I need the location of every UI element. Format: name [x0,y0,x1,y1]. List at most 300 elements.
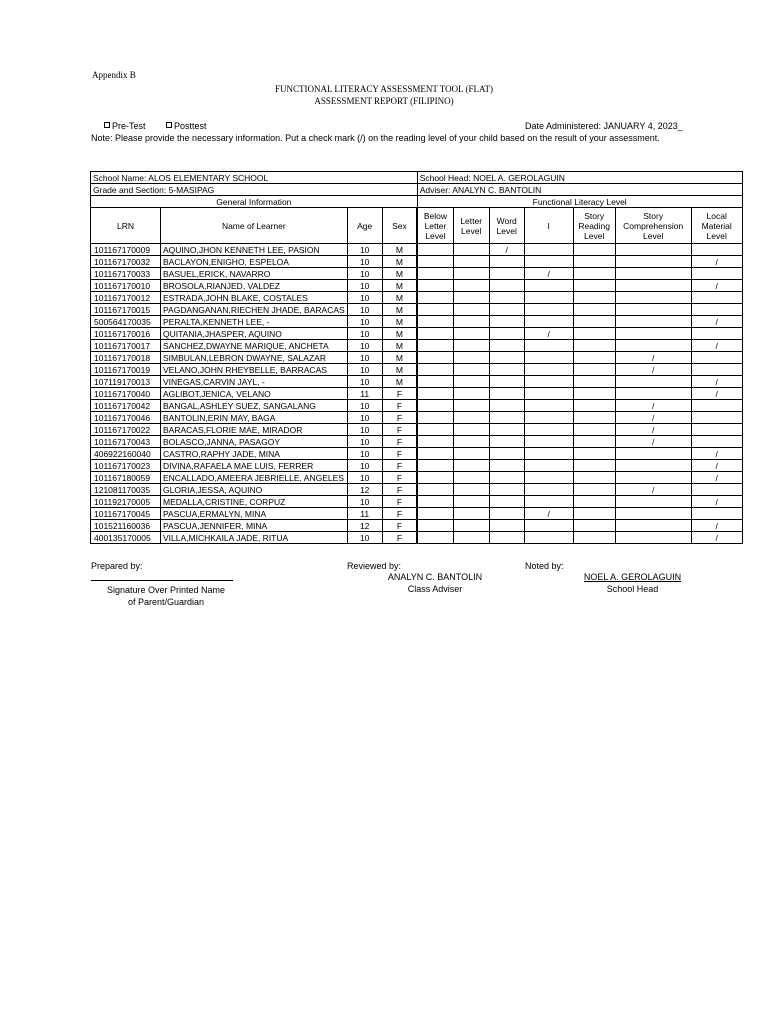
story-comprehension-mark-cell [615,316,691,328]
story-comprehension-mark-cell [615,472,691,484]
i-mark-cell [524,388,573,400]
lrn-cell: 101521160036 [91,520,161,532]
school-info-row [91,172,743,184]
col-letter: Letter Level [453,208,489,244]
local-material-mark-cell: / [691,520,742,532]
age-cell: 10 [347,328,382,340]
letter-mark-cell [453,388,489,400]
report-title: FUNCTIONAL LITERACY ASSESSMENT TOOL (FLAT) [274,84,493,94]
sex-cell: F [382,496,417,508]
checkbox-icon[interactable] [166,122,172,128]
local-material-mark-cell [691,268,742,280]
age-cell: 10 [347,316,382,328]
story-reading-mark-cell [573,280,615,292]
word-mark-cell [489,280,524,292]
posttest-label: Posttest [174,121,207,131]
lrn-cell: 101167170045 [91,508,161,520]
lrn-cell: 406922160040 [91,448,161,460]
word-mark-cell [489,436,524,448]
story-reading-mark-cell [573,472,615,484]
col-name: Name of Learner [161,208,348,244]
learner-name-cell: BARACAS,FLORIE MAE, MIRADOR [161,424,348,436]
letter-mark-cell [453,280,489,292]
lrn-cell: 101167170009 [91,244,161,256]
i-mark-cell [524,424,573,436]
prepared-by-label: Prepared by: [91,561,143,571]
learner-name-cell: BANGAL,ASHLEY SUEZ, SANGALANG [161,400,348,412]
story-comprehension-mark-cell: / [615,400,691,412]
functional-literacy-header: Functional Literacy Level [417,196,742,208]
i-mark-cell: / [524,508,573,520]
lrn-cell: 101167170042 [91,400,161,412]
below-letter-mark-cell [417,292,453,304]
table-row [91,436,743,448]
learner-name-cell: PAGDANGANAN,RIECHEN JHADE, BARACAS [161,304,348,316]
story-reading-mark-cell [573,484,615,496]
below-letter-mark-cell [417,328,453,340]
word-mark-cell: / [489,244,524,256]
table-row [91,520,743,532]
story-comprehension-mark-cell: / [615,436,691,448]
age-cell: 10 [347,244,382,256]
table-row [91,244,743,256]
grade-section: Grade and Section: 5-MASIPAG [91,184,418,196]
sex-cell: F [382,472,417,484]
school-head-name: NOEL A. GEROLAGUIN [583,572,682,582]
lrn-cell: 500564170035 [91,316,161,328]
reviewer-name: ANALYN C. BANTOLIN [387,572,483,582]
below-letter-mark-cell [417,316,453,328]
learner-name-cell: VINEGAS,CARVIN JAYL, - [161,376,348,388]
table-row [91,304,743,316]
learner-name-cell: SANCHEZ,DWAYNE MARIQUE, ANCHETA [161,340,348,352]
letter-mark-cell [453,328,489,340]
word-mark-cell [489,328,524,340]
reviewer-role: Class Adviser [407,584,463,594]
learner-name-cell: ENCALLADO,AMEERA JEBRIELLE, ANGELES [161,472,348,484]
sex-cell: M [382,364,417,376]
age-cell: 10 [347,304,382,316]
story-comprehension-mark-cell [615,280,691,292]
below-letter-mark-cell [417,376,453,388]
lrn-cell: 101167170010 [91,280,161,292]
age-cell: 12 [347,484,382,496]
age-cell: 10 [347,292,382,304]
i-mark-cell [524,256,573,268]
below-letter-mark-cell [417,388,453,400]
letter-mark-cell [453,400,489,412]
age-cell: 10 [347,436,382,448]
lrn-cell: 101192170005 [91,496,161,508]
i-mark-cell [524,364,573,376]
story-reading-mark-cell [573,268,615,280]
story-reading-mark-cell [573,352,615,364]
col-age: Age [347,208,382,244]
word-mark-cell [489,304,524,316]
col-story-reading: Story Reading Level [573,208,615,244]
sex-cell: M [382,244,417,256]
story-reading-mark-cell [573,388,615,400]
local-material-mark-cell [691,508,742,520]
below-letter-mark-cell [417,340,453,352]
pretest-option[interactable] [104,121,146,131]
story-reading-mark-cell [573,424,615,436]
word-mark-cell [489,268,524,280]
col-story-comprehension: Story Comprehension Level [615,208,691,244]
local-material-mark-cell [691,436,742,448]
learner-name-cell: MEDALLA,CRISTINE, CORPUZ [161,496,348,508]
local-material-mark-cell: / [691,388,742,400]
table-row [91,352,743,364]
sex-cell: M [382,256,417,268]
below-letter-mark-cell [417,448,453,460]
story-reading-mark-cell [573,532,615,544]
below-letter-mark-cell [417,472,453,484]
story-reading-mark-cell [573,292,615,304]
lrn-cell: 101167170043 [91,436,161,448]
story-reading-mark-cell [573,340,615,352]
story-reading-mark-cell [573,316,615,328]
story-comprehension-mark-cell [615,460,691,472]
col-sex: Sex [382,208,417,244]
story-reading-mark-cell [573,460,615,472]
learner-name-cell: CASTRO,RAPHY JADE, MINA [161,448,348,460]
lrn-cell: 400135170005 [91,532,161,544]
story-reading-mark-cell [573,328,615,340]
learner-name-cell: GLORIA,JESSA, AQUINO [161,484,348,496]
below-letter-mark-cell [417,400,453,412]
local-material-mark-cell: / [691,460,742,472]
story-comprehension-mark-cell [615,256,691,268]
story-comprehension-mark-cell [615,328,691,340]
story-comprehension-mark-cell: / [615,364,691,376]
lrn-cell: 101167170033 [91,268,161,280]
local-material-mark-cell [691,484,742,496]
below-letter-mark-cell [417,520,453,532]
sex-cell: F [382,388,417,400]
i-mark-cell [524,412,573,424]
story-reading-mark-cell [573,412,615,424]
age-cell: 10 [347,496,382,508]
letter-mark-cell [453,376,489,388]
age-cell: 10 [347,280,382,292]
school-head: School Head: NOEL A. GEROLAGUIN [417,172,742,184]
letter-mark-cell [453,484,489,496]
parent-signature-caption: Signature Over Printed Name [106,585,226,595]
local-material-mark-cell: / [691,496,742,508]
learner-name-cell: BROSOLA,RIANJED, VALDEZ [161,280,348,292]
below-letter-mark-cell [417,364,453,376]
word-mark-cell [489,412,524,424]
local-material-mark-cell: / [691,448,742,460]
local-material-mark-cell: / [691,340,742,352]
age-cell: 10 [347,532,382,544]
word-mark-cell [489,448,524,460]
sex-cell: M [382,340,417,352]
word-mark-cell [489,256,524,268]
i-mark-cell [524,448,573,460]
story-comprehension-mark-cell [615,508,691,520]
age-cell: 12 [347,520,382,532]
below-letter-mark-cell [417,244,453,256]
story-reading-mark-cell [573,520,615,532]
lrn-cell: 101167170012 [91,292,161,304]
sex-cell: M [382,304,417,316]
i-mark-cell [524,520,573,532]
learner-name-cell: BANTOLIN,ERIN MAY, BAGA [161,412,348,424]
age-cell: 10 [347,268,382,280]
letter-mark-cell [453,244,489,256]
lrn-cell: 101167170015 [91,304,161,316]
below-letter-mark-cell [417,532,453,544]
word-mark-cell [489,520,524,532]
table-row [91,256,743,268]
i-mark-cell [524,460,573,472]
table-row [91,496,743,508]
below-letter-mark-cell [417,484,453,496]
local-material-mark-cell [691,400,742,412]
posttest-option[interactable] [166,121,207,131]
local-material-mark-cell [691,424,742,436]
below-letter-mark-cell [417,412,453,424]
table-row [91,472,743,484]
general-information-header: General Information [91,196,418,208]
letter-mark-cell [453,472,489,484]
word-mark-cell [489,400,524,412]
story-reading-mark-cell [573,256,615,268]
adviser: Adviser: ANALYN C. BANTOLIN [417,184,742,196]
age-cell: 10 [347,364,382,376]
i-mark-cell [524,436,573,448]
word-mark-cell [489,388,524,400]
age-cell: 10 [347,400,382,412]
word-mark-cell [489,460,524,472]
table-row [91,292,743,304]
local-material-mark-cell: / [691,532,742,544]
letter-mark-cell [453,292,489,304]
below-letter-mark-cell [417,280,453,292]
sex-cell: F [382,460,417,472]
sex-cell: M [382,352,417,364]
letter-mark-cell [453,412,489,424]
story-reading-mark-cell [573,244,615,256]
sex-cell: F [382,532,417,544]
learner-name-cell: ESTRADA,JOHN BLAKE, COSTALES [161,292,348,304]
local-material-mark-cell: / [691,256,742,268]
age-cell: 11 [347,388,382,400]
story-comprehension-mark-cell [615,448,691,460]
sex-cell: F [382,508,417,520]
below-letter-mark-cell [417,508,453,520]
story-comprehension-mark-cell [615,496,691,508]
i-mark-cell [524,352,573,364]
letter-mark-cell [453,496,489,508]
story-reading-mark-cell [573,436,615,448]
word-mark-cell [489,340,524,352]
learner-name-cell: SIMBULAN,LEBRON DWAYNE, SALAZAR [161,352,348,364]
local-material-mark-cell [691,304,742,316]
local-material-mark-cell [691,328,742,340]
word-mark-cell [489,364,524,376]
word-mark-cell [489,352,524,364]
below-letter-mark-cell [417,436,453,448]
learner-name-cell: VILLA,MICHKAILA JADE, RITUA [161,532,348,544]
table-row [91,412,743,424]
sex-cell: F [382,424,417,436]
story-comprehension-mark-cell: / [615,484,691,496]
local-material-mark-cell: / [691,376,742,388]
story-comprehension-mark-cell [615,520,691,532]
below-letter-mark-cell [417,496,453,508]
i-mark-cell [524,280,573,292]
table-row [91,460,743,472]
age-cell: 10 [347,256,382,268]
lrn-cell: 101167170023 [91,460,161,472]
letter-mark-cell [453,340,489,352]
sex-cell: F [382,484,417,496]
below-letter-mark-cell [417,352,453,364]
story-comprehension-mark-cell [615,532,691,544]
learner-name-cell: BASUEL,ERICK, NAVARRO [161,268,348,280]
lrn-cell: 101167170022 [91,424,161,436]
below-letter-mark-cell [417,268,453,280]
story-reading-mark-cell [573,448,615,460]
school-head-role: School Head [606,584,659,594]
letter-mark-cell [453,532,489,544]
column-header-row [91,208,743,244]
col-local-material: Local Material Level [691,208,742,244]
letter-mark-cell [453,460,489,472]
letter-mark-cell [453,268,489,280]
word-mark-cell [489,316,524,328]
letter-mark-cell [453,364,489,376]
i-mark-cell [524,316,573,328]
age-cell: 10 [347,376,382,388]
local-material-mark-cell: / [691,472,742,484]
story-reading-mark-cell [573,364,615,376]
group-header-row [91,196,743,208]
age-cell: 11 [347,508,382,520]
story-comprehension-mark-cell [615,388,691,400]
story-comprehension-mark-cell [615,292,691,304]
noted-by-label: Noted by: [525,561,564,571]
table-row [91,316,743,328]
letter-mark-cell [453,352,489,364]
i-mark-cell [524,472,573,484]
story-comprehension-mark-cell [615,376,691,388]
sex-cell: M [382,280,417,292]
local-material-mark-cell [691,352,742,364]
learner-name-cell: BOLASCO,JANNA, PASAGOY [161,436,348,448]
below-letter-mark-cell [417,424,453,436]
lrn-cell: 121081170035 [91,484,161,496]
table-row [91,364,743,376]
sex-cell: M [382,268,417,280]
lrn-cell: 101167170016 [91,328,161,340]
letter-mark-cell [453,436,489,448]
i-mark-cell [524,400,573,412]
col-lrn: LRN [91,208,161,244]
lrn-cell: 107119170013 [91,376,161,388]
word-mark-cell [489,292,524,304]
local-material-mark-cell: / [691,280,742,292]
word-mark-cell [489,376,524,388]
appendix-label: Appendix B [92,70,136,80]
word-mark-cell [489,424,524,436]
story-comprehension-mark-cell [615,304,691,316]
sex-cell: F [382,436,417,448]
sex-cell: F [382,400,417,412]
letter-mark-cell [453,448,489,460]
table-row [91,532,743,544]
lrn-cell: 101167180059 [91,472,161,484]
test-type-options [104,121,207,131]
story-comprehension-mark-cell: / [615,412,691,424]
reviewed-by-label: Reviewed by: [347,561,402,571]
i-mark-cell [524,376,573,388]
story-comprehension-mark-cell [615,340,691,352]
i-mark-cell [524,484,573,496]
age-cell: 10 [347,340,382,352]
story-reading-mark-cell [573,400,615,412]
i-mark-cell [524,244,573,256]
letter-mark-cell [453,316,489,328]
letter-mark-cell [453,256,489,268]
below-letter-mark-cell [417,460,453,472]
assessment-table [90,171,743,544]
sex-cell: F [382,520,417,532]
col-word: Word Level [489,208,524,244]
i-mark-cell: / [524,268,573,280]
signature-line [91,580,233,581]
learner-name-cell: AQUINO,JHON KENNETH LEE, PASION [161,244,348,256]
table-row [91,508,743,520]
table-row [91,424,743,436]
grade-info-row [91,184,743,196]
local-material-mark-cell [691,364,742,376]
learner-name-cell: PERALTA,KENNETH LEE, - [161,316,348,328]
word-mark-cell [489,496,524,508]
learner-name-cell: PASCUA,JENNIFER, MINA [161,520,348,532]
story-comprehension-mark-cell [615,244,691,256]
story-reading-mark-cell [573,508,615,520]
lrn-cell: 101167170018 [91,352,161,364]
date-administered: Date Administered: JANUARY 4, 2023_ [525,121,683,131]
learner-name-cell: VELANO,JOHN RHEYBELLE, BARRACAS [161,364,348,376]
word-mark-cell [489,508,524,520]
local-material-mark-cell [691,412,742,424]
school-name: School Name: ALOS ELEMENTARY SCHOOL [91,172,418,184]
checkbox-icon[interactable] [104,122,110,128]
story-comprehension-mark-cell: / [615,424,691,436]
story-comprehension-mark-cell [615,268,691,280]
table-row [91,388,743,400]
sex-cell: M [382,292,417,304]
letter-mark-cell [453,424,489,436]
lrn-cell: 101167170032 [91,256,161,268]
sex-cell: M [382,376,417,388]
learner-name-cell: AGLIBOT,JENICA, VELANO [161,388,348,400]
word-mark-cell [489,472,524,484]
table-row [91,376,743,388]
table-row [91,268,743,280]
below-letter-mark-cell [417,256,453,268]
word-mark-cell [489,484,524,496]
local-material-mark-cell [691,244,742,256]
story-reading-mark-cell [573,376,615,388]
local-material-mark-cell: / [691,316,742,328]
age-cell: 10 [347,448,382,460]
